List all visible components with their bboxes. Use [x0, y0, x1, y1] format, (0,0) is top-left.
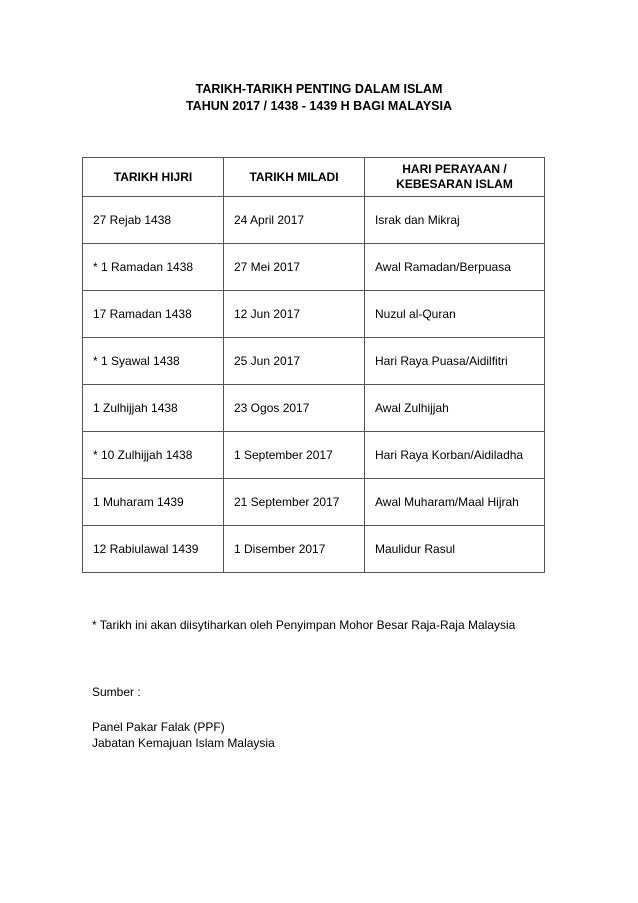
cell-event: Maulidur Rasul — [365, 526, 545, 573]
source-line-jakim: Jabatan Kemajuan Islam Malaysia — [92, 736, 275, 750]
cell-miladi: 12 Jun 2017 — [224, 291, 365, 338]
document-title: TARIKH-TARIKH PENTING DALAM ISLAM — [195, 82, 443, 96]
header-hari-perayaan-line1: HARI PERAYAAN / — [402, 162, 507, 176]
header-hari-perayaan — [365, 158, 545, 197]
source-label: Sumber : — [92, 685, 141, 699]
header-tarikh-miladi: TARIKH MILADI — [224, 158, 365, 197]
table-row — [83, 244, 545, 291]
source-line-ppf: Panel Pakar Falak (PPF) — [92, 720, 225, 734]
cell-miladi: 27 Mei 2017 — [224, 244, 365, 291]
cell-hijri: 12 Rabiulawal 1439 — [83, 526, 224, 573]
cell-hijri: * 1 Ramadan 1438 — [83, 244, 224, 291]
cell-event: Hari Raya Korban/Aidiladha — [365, 432, 545, 479]
cell-event: Israk dan Mikraj — [365, 197, 545, 244]
table-row — [83, 526, 545, 573]
cell-hijri: * 10 Zulhijjah 1438 — [83, 432, 224, 479]
cell-hijri: * 1 Syawal 1438 — [83, 338, 224, 385]
table-row — [83, 291, 545, 338]
cell-hijri: 1 Zulhijjah 1438 — [83, 385, 224, 432]
cell-event: Awal Ramadan/Berpuasa — [365, 244, 545, 291]
cell-miladi: 1 September 2017 — [224, 432, 365, 479]
cell-event: Awal Zulhijjah — [365, 385, 545, 432]
cell-hijri: 27 Rejab 1438 — [83, 197, 224, 244]
table-row — [83, 432, 545, 479]
cell-event: Nuzul al-Quran — [365, 291, 545, 338]
important-dates-table — [82, 157, 545, 573]
cell-event: Hari Raya Puasa/Aidilfitri — [365, 338, 545, 385]
table-header-row — [83, 158, 545, 197]
header-hari-perayaan-line2: KEBESARAN ISLAM — [396, 177, 513, 191]
cell-hijri: 17 Ramadan 1438 — [83, 291, 224, 338]
table-row — [83, 385, 545, 432]
cell-miladi: 23 Ogos 2017 — [224, 385, 365, 432]
table-row — [83, 338, 545, 385]
table-row — [83, 197, 545, 244]
cell-miladi: 24 April 2017 — [224, 197, 365, 244]
header-tarikh-hijri: TARIKH HIJRI — [83, 158, 224, 197]
cell-miladi: 25 Jun 2017 — [224, 338, 365, 385]
table-row — [83, 479, 545, 526]
cell-miladi: 21 September 2017 — [224, 479, 365, 526]
cell-hijri: 1 Muharam 1439 — [83, 479, 224, 526]
footnote: * Tarikh ini akan diisytiharkan oleh Penyimpan Mohor Besar Raja-Raja Malaysia — [92, 618, 516, 632]
cell-miladi: 1 Disember 2017 — [224, 526, 365, 573]
cell-event: Awal Muharam/Maal Hijrah — [365, 479, 545, 526]
document-subtitle: TAHUN 2017 / 1438 - 1439 H BAGI MALAYSIA — [185, 99, 453, 113]
